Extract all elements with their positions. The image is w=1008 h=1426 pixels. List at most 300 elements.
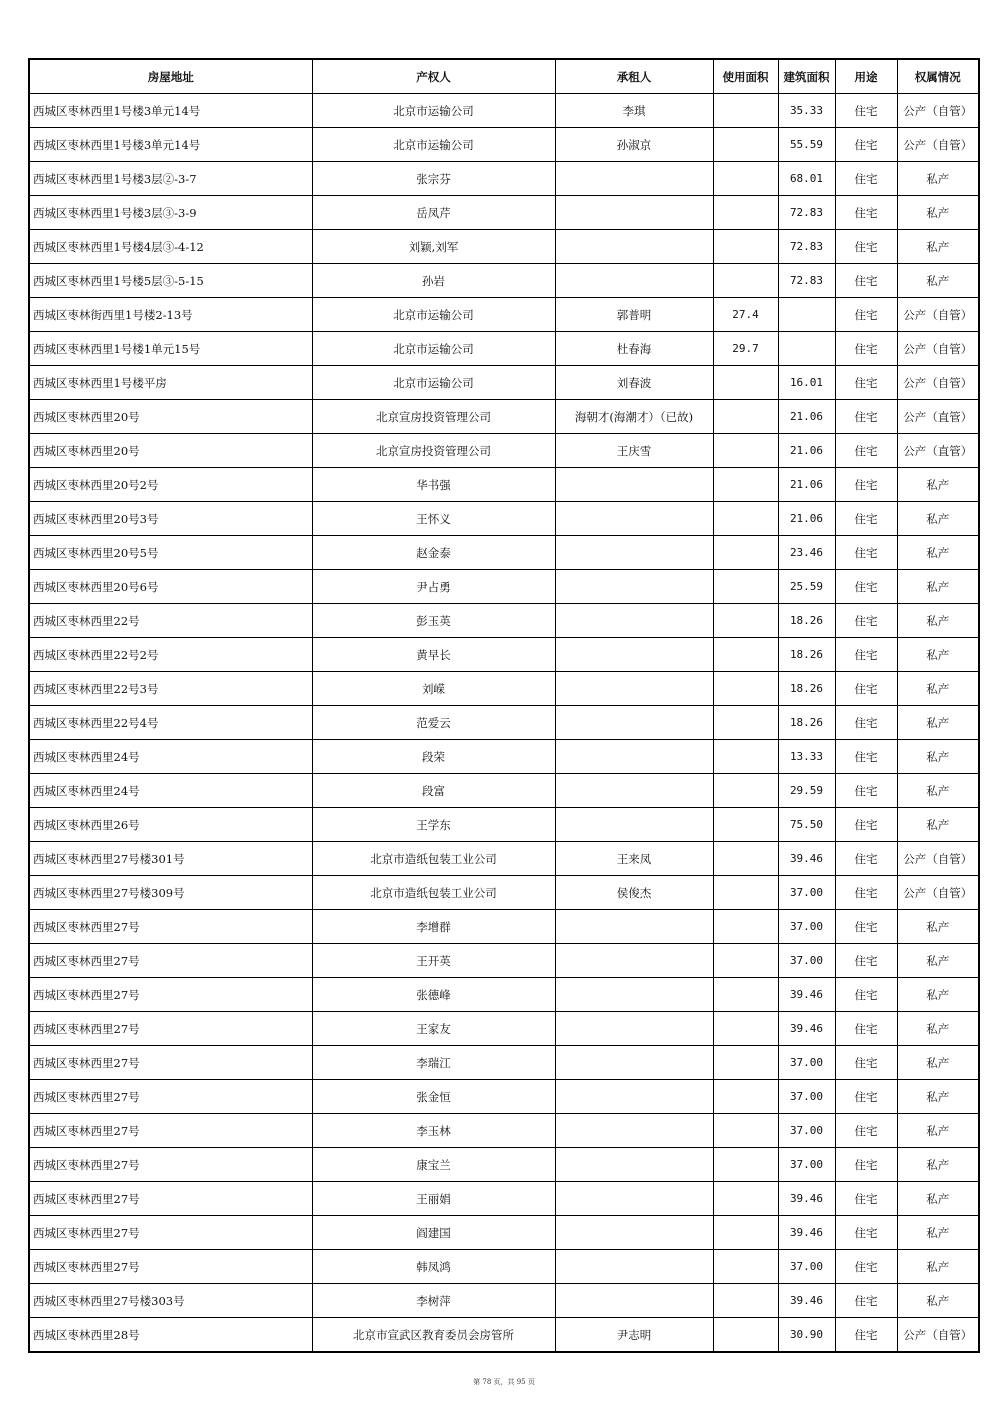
cell-ownership: 私产 (897, 808, 979, 842)
cell-owner: 王开英 (312, 944, 555, 978)
cell-usable-area (713, 672, 778, 706)
cell-usage: 住宅 (835, 298, 897, 332)
cell-ownership: 私产 (897, 672, 979, 706)
cell-usage: 住宅 (835, 1080, 897, 1114)
cell-ownership: 私产 (897, 604, 979, 638)
cell-ownership: 私产 (897, 1250, 979, 1284)
cell-building-area: 37.00 (778, 1114, 835, 1148)
cell-owner: 北京市运输公司 (312, 128, 555, 162)
table-row (29, 332, 979, 366)
cell-building-area: 29.59 (778, 774, 835, 808)
cell-ownership: 公产（自管） (897, 1318, 979, 1353)
cell-address: 西城区枣林西里20号6号 (29, 570, 312, 604)
cell-tenant (555, 1114, 713, 1148)
cell-tenant: 海朝才(海潮才）（已故) (555, 400, 713, 434)
cell-owner: 北京市造纸包装工业公司 (312, 842, 555, 876)
cell-usage: 住宅 (835, 706, 897, 740)
cell-building-area: 21.06 (778, 400, 835, 434)
cell-usable-area (713, 128, 778, 162)
cell-owner: 王丽娟 (312, 1182, 555, 1216)
cell-usage: 住宅 (835, 808, 897, 842)
cell-building-area: 37.00 (778, 1080, 835, 1114)
cell-address: 西城区枣林西里27号 (29, 1182, 312, 1216)
cell-building-area: 37.00 (778, 944, 835, 978)
cell-ownership: 私产 (897, 230, 979, 264)
cell-owner: 康宝兰 (312, 1148, 555, 1182)
cell-address: 西城区枣林西里24号 (29, 740, 312, 774)
cell-address: 西城区枣林西里27号 (29, 944, 312, 978)
table-row (29, 876, 979, 910)
cell-tenant (555, 230, 713, 264)
cell-building-area: 18.26 (778, 672, 835, 706)
cell-ownership: 私产 (897, 162, 979, 196)
cell-building-area: 37.00 (778, 910, 835, 944)
cell-ownership: 私产 (897, 536, 979, 570)
cell-address: 西城区枣林西里22号 (29, 604, 312, 638)
cell-usage: 住宅 (835, 434, 897, 468)
cell-address: 西城区枣林西里20号 (29, 434, 312, 468)
cell-usage: 住宅 (835, 1148, 897, 1182)
cell-address: 西城区枣林西里22号4号 (29, 706, 312, 740)
cell-usable-area (713, 910, 778, 944)
cell-usage: 住宅 (835, 1250, 897, 1284)
cell-owner: 华书强 (312, 468, 555, 502)
cell-building-area: 16.01 (778, 366, 835, 400)
cell-tenant (555, 774, 713, 808)
cell-usage: 住宅 (835, 570, 897, 604)
cell-usage: 住宅 (835, 196, 897, 230)
cell-tenant: 杜春海 (555, 332, 713, 366)
cell-building-area: 39.46 (778, 1284, 835, 1318)
cell-tenant (555, 468, 713, 502)
cell-ownership: 私产 (897, 1182, 979, 1216)
cell-owner: 王学东 (312, 808, 555, 842)
cell-building-area: 35.33 (778, 94, 835, 128)
cell-tenant (555, 808, 713, 842)
cell-building-area: 37.00 (778, 876, 835, 910)
table-row (29, 808, 979, 842)
cell-building-area: 72.83 (778, 196, 835, 230)
cell-ownership: 公产（直管） (897, 400, 979, 434)
table-row (29, 638, 979, 672)
cell-tenant (555, 1216, 713, 1250)
cell-usage: 住宅 (835, 672, 897, 706)
cell-usable-area (713, 94, 778, 128)
cell-address: 西城区枣林西里27号 (29, 1012, 312, 1046)
cell-tenant (555, 1250, 713, 1284)
cell-ownership: 公产（自管） (897, 876, 979, 910)
cell-owner: 段富 (312, 774, 555, 808)
cell-usable-area (713, 740, 778, 774)
cell-building-area: 37.00 (778, 1148, 835, 1182)
cell-address: 西城区枣林西里27号 (29, 978, 312, 1012)
cell-ownership: 私产 (897, 1148, 979, 1182)
cell-ownership: 私产 (897, 638, 979, 672)
table-row (29, 978, 979, 1012)
cell-usable-area (713, 706, 778, 740)
cell-building-area: 39.46 (778, 1216, 835, 1250)
cell-address: 西城区枣林西里27号 (29, 1046, 312, 1080)
cell-tenant (555, 1080, 713, 1114)
table-row (29, 468, 979, 502)
cell-address: 西城区枣林西里27号 (29, 1216, 312, 1250)
cell-tenant (555, 944, 713, 978)
cell-building-area: 72.83 (778, 230, 835, 264)
cell-building-area: 21.06 (778, 434, 835, 468)
cell-ownership: 公产（直管） (897, 434, 979, 468)
cell-tenant (555, 672, 713, 706)
table-row (29, 94, 979, 128)
cell-tenant: 郭普明 (555, 298, 713, 332)
table-row (29, 298, 979, 332)
cell-usable-area (713, 1250, 778, 1284)
cell-building-area: 75.50 (778, 808, 835, 842)
cell-building-area: 21.06 (778, 502, 835, 536)
cell-usage: 住宅 (835, 1284, 897, 1318)
cell-ownership: 私产 (897, 978, 979, 1012)
cell-address: 西城区枣林西里27号楼309号 (29, 876, 312, 910)
cell-owner: 彭玉英 (312, 604, 555, 638)
cell-owner: 王怀义 (312, 502, 555, 536)
cell-owner: 刘嵘 (312, 672, 555, 706)
table-row (29, 366, 979, 400)
cell-building-area (778, 332, 835, 366)
header-ownership: 权属情况 (897, 59, 979, 94)
cell-tenant: 侯俊杰 (555, 876, 713, 910)
table-row (29, 910, 979, 944)
cell-usage: 住宅 (835, 230, 897, 264)
cell-building-area: 39.46 (778, 978, 835, 1012)
cell-usage: 住宅 (835, 910, 897, 944)
cell-usage: 住宅 (835, 536, 897, 570)
cell-tenant (555, 196, 713, 230)
table-row (29, 1080, 979, 1114)
cell-owner: 刘颖,刘军 (312, 230, 555, 264)
cell-usage: 住宅 (835, 1318, 897, 1353)
cell-ownership: 公产（自管） (897, 332, 979, 366)
cell-building-area: 23.46 (778, 536, 835, 570)
cell-tenant (555, 638, 713, 672)
cell-ownership: 私产 (897, 706, 979, 740)
cell-building-area: 39.46 (778, 842, 835, 876)
cell-usable-area: 27.4 (713, 298, 778, 332)
cell-building-area: 37.00 (778, 1250, 835, 1284)
cell-owner: 北京宣房投资管理公司 (312, 400, 555, 434)
table-row (29, 774, 979, 808)
cell-usable-area (713, 774, 778, 808)
cell-usable-area (713, 638, 778, 672)
cell-usable-area (713, 808, 778, 842)
table-row (29, 1148, 979, 1182)
cell-owner: 张德峰 (312, 978, 555, 1012)
cell-ownership: 私产 (897, 910, 979, 944)
cell-usable-area (713, 468, 778, 502)
cell-ownership: 私产 (897, 774, 979, 808)
cell-building-area: 37.00 (778, 1046, 835, 1080)
cell-address: 西城区枣林西里20号2号 (29, 468, 312, 502)
table-row (29, 1046, 979, 1080)
cell-usage: 住宅 (835, 502, 897, 536)
cell-owner: 北京市造纸包装工业公司 (312, 876, 555, 910)
cell-address: 西城区枣林西里26号 (29, 808, 312, 842)
cell-usage: 住宅 (835, 1012, 897, 1046)
table-row (29, 740, 979, 774)
cell-owner: 北京市运输公司 (312, 366, 555, 400)
cell-building-area: 39.46 (778, 1012, 835, 1046)
table-row (29, 1284, 979, 1318)
cell-usage: 住宅 (835, 944, 897, 978)
cell-owner: 尹占勇 (312, 570, 555, 604)
table-row (29, 400, 979, 434)
cell-usage: 住宅 (835, 332, 897, 366)
cell-address: 西城区枣林街西里1号楼2-13号 (29, 298, 312, 332)
cell-ownership: 私产 (897, 1046, 979, 1080)
cell-address: 西城区枣林西里1号楼平房 (29, 366, 312, 400)
cell-address: 西城区枣林西里20号5号 (29, 536, 312, 570)
cell-usage: 住宅 (835, 1182, 897, 1216)
cell-usable-area (713, 536, 778, 570)
cell-owner: 张金恒 (312, 1080, 555, 1114)
cell-ownership: 公产（自管） (897, 128, 979, 162)
cell-ownership: 公产（自管） (897, 842, 979, 876)
cell-building-area (778, 298, 835, 332)
table-row (29, 162, 979, 196)
table-row (29, 196, 979, 230)
cell-tenant: 孙淑京 (555, 128, 713, 162)
cell-tenant (555, 502, 713, 536)
cell-usable-area (713, 1318, 778, 1353)
cell-usable-area (713, 1284, 778, 1318)
cell-ownership: 私产 (897, 1114, 979, 1148)
cell-usage: 住宅 (835, 1216, 897, 1250)
cell-usable-area (713, 366, 778, 400)
header-usage: 用途 (835, 59, 897, 94)
cell-usage: 住宅 (835, 162, 897, 196)
cell-address: 西城区枣林西里27号楼301号 (29, 842, 312, 876)
cell-usable-area (713, 944, 778, 978)
table-row (29, 1012, 979, 1046)
table-row (29, 1216, 979, 1250)
cell-address: 西城区枣林西里20号 (29, 400, 312, 434)
cell-usage: 住宅 (835, 128, 897, 162)
cell-usage: 住宅 (835, 638, 897, 672)
header-tenant: 承租人 (555, 59, 713, 94)
table-row (29, 1182, 979, 1216)
cell-address: 西城区枣林西里27号 (29, 1250, 312, 1284)
cell-usable-area (713, 1046, 778, 1080)
cell-usage: 住宅 (835, 842, 897, 876)
cell-owner: 北京市运输公司 (312, 332, 555, 366)
cell-usable-area (713, 264, 778, 298)
cell-usable-area (713, 842, 778, 876)
cell-building-area: 18.26 (778, 706, 835, 740)
cell-owner: 李瑞江 (312, 1046, 555, 1080)
cell-tenant (555, 740, 713, 774)
cell-usable-area (713, 434, 778, 468)
cell-ownership: 私产 (897, 468, 979, 502)
cell-owner: 北京市运输公司 (312, 298, 555, 332)
cell-building-area: 21.06 (778, 468, 835, 502)
table-row (29, 672, 979, 706)
cell-ownership: 公产（自管） (897, 366, 979, 400)
header-row (29, 59, 979, 94)
cell-usage: 住宅 (835, 1046, 897, 1080)
cell-usable-area (713, 1216, 778, 1250)
cell-tenant (555, 1182, 713, 1216)
cell-tenant (555, 162, 713, 196)
cell-tenant (555, 1284, 713, 1318)
cell-ownership: 私产 (897, 740, 979, 774)
header-usable-area: 使用面积 (713, 59, 778, 94)
cell-usable-area (713, 230, 778, 264)
cell-address: 西城区枣林西里22号2号 (29, 638, 312, 672)
cell-tenant: 李琪 (555, 94, 713, 128)
header-address: 房屋地址 (29, 59, 312, 94)
cell-usage: 住宅 (835, 94, 897, 128)
cell-tenant (555, 570, 713, 604)
cell-usable-area: 29.7 (713, 332, 778, 366)
cell-address: 西城区枣林西里27号 (29, 1148, 312, 1182)
cell-usable-area (713, 400, 778, 434)
cell-owner: 北京市运输公司 (312, 94, 555, 128)
cell-usable-area (713, 978, 778, 1012)
cell-building-area: 18.26 (778, 604, 835, 638)
property-table (28, 58, 980, 1353)
cell-tenant (555, 604, 713, 638)
table-row (29, 570, 979, 604)
cell-owner: 北京市宣武区教育委员会房管所 (312, 1318, 555, 1353)
cell-building-area: 39.46 (778, 1182, 835, 1216)
cell-building-area: 72.83 (778, 264, 835, 298)
cell-address: 西城区枣林西里28号 (29, 1318, 312, 1353)
cell-usage: 住宅 (835, 740, 897, 774)
cell-building-area: 18.26 (778, 638, 835, 672)
table-row (29, 502, 979, 536)
cell-ownership: 私产 (897, 944, 979, 978)
cell-address: 西城区枣林西里27号 (29, 1114, 312, 1148)
cell-tenant (555, 978, 713, 1012)
cell-usable-area (713, 1148, 778, 1182)
cell-ownership: 私产 (897, 1012, 979, 1046)
cell-tenant (555, 1046, 713, 1080)
cell-usable-area (713, 1012, 778, 1046)
cell-owner: 李树萍 (312, 1284, 555, 1318)
cell-building-area: 25.59 (778, 570, 835, 604)
cell-ownership: 私产 (897, 196, 979, 230)
cell-ownership: 公产（自管） (897, 298, 979, 332)
cell-owner: 王家友 (312, 1012, 555, 1046)
cell-usage: 住宅 (835, 774, 897, 808)
cell-owner: 北京宣房投资管理公司 (312, 434, 555, 468)
cell-address: 西城区枣林西里20号3号 (29, 502, 312, 536)
cell-tenant (555, 536, 713, 570)
cell-ownership: 私产 (897, 502, 979, 536)
cell-owner: 张宗芬 (312, 162, 555, 196)
table-row (29, 536, 979, 570)
table-row (29, 944, 979, 978)
cell-owner: 李玉林 (312, 1114, 555, 1148)
cell-usable-area (713, 196, 778, 230)
table-row (29, 264, 979, 298)
cell-owner: 范爱云 (312, 706, 555, 740)
cell-owner: 李增群 (312, 910, 555, 944)
table-row (29, 1114, 979, 1148)
table-row (29, 230, 979, 264)
cell-tenant (555, 264, 713, 298)
cell-tenant (555, 1012, 713, 1046)
cell-ownership: 私产 (897, 1080, 979, 1114)
cell-building-area: 55.59 (778, 128, 835, 162)
cell-address: 西城区枣林西里27号楼303号 (29, 1284, 312, 1318)
cell-ownership: 私产 (897, 1216, 979, 1250)
cell-usable-area (713, 1114, 778, 1148)
cell-address: 西城区枣林西里1号楼5层③-5-15 (29, 264, 312, 298)
cell-usage: 住宅 (835, 400, 897, 434)
cell-ownership: 公产（自管） (897, 94, 979, 128)
cell-owner: 段荣 (312, 740, 555, 774)
table-row (29, 128, 979, 162)
cell-usable-area (713, 1182, 778, 1216)
cell-tenant: 刘春波 (555, 366, 713, 400)
cell-usage: 住宅 (835, 1114, 897, 1148)
cell-usage: 住宅 (835, 468, 897, 502)
table-row (29, 842, 979, 876)
cell-building-area: 13.33 (778, 740, 835, 774)
cell-usable-area (713, 604, 778, 638)
cell-address: 西城区枣林西里1号楼3单元14号 (29, 128, 312, 162)
cell-owner: 赵金泰 (312, 536, 555, 570)
table-row (29, 1250, 979, 1284)
cell-building-area: 68.01 (778, 162, 835, 196)
cell-usage: 住宅 (835, 876, 897, 910)
cell-usage: 住宅 (835, 978, 897, 1012)
cell-usage: 住宅 (835, 604, 897, 638)
cell-address: 西城区枣林西里22号3号 (29, 672, 312, 706)
cell-usable-area (713, 502, 778, 536)
cell-owner: 岳凤芹 (312, 196, 555, 230)
cell-ownership: 私产 (897, 264, 979, 298)
cell-owner: 孙岩 (312, 264, 555, 298)
cell-owner: 韩凤鸿 (312, 1250, 555, 1284)
cell-address: 西城区枣林西里27号 (29, 910, 312, 944)
cell-usable-area (713, 1080, 778, 1114)
cell-building-area: 30.90 (778, 1318, 835, 1353)
cell-tenant (555, 910, 713, 944)
cell-address: 西城区枣林西里1号楼3层②-3-7 (29, 162, 312, 196)
header-building-area: 建筑面积 (778, 59, 835, 94)
page-footer: 第 78 页，共 95 页 (473, 1378, 535, 1386)
table-row (29, 434, 979, 468)
cell-usage: 住宅 (835, 264, 897, 298)
cell-tenant (555, 1148, 713, 1182)
cell-owner: 阎建国 (312, 1216, 555, 1250)
cell-usage: 住宅 (835, 366, 897, 400)
cell-tenant: 王来凤 (555, 842, 713, 876)
cell-address: 西城区枣林西里27号 (29, 1080, 312, 1114)
cell-ownership: 私产 (897, 1284, 979, 1318)
cell-ownership: 私产 (897, 570, 979, 604)
table-row (29, 706, 979, 740)
cell-tenant: 尹志明 (555, 1318, 713, 1353)
table-body (29, 94, 979, 1353)
cell-address: 西城区枣林西里24号 (29, 774, 312, 808)
cell-tenant (555, 706, 713, 740)
cell-usable-area (713, 570, 778, 604)
table-row (29, 1318, 979, 1353)
cell-address: 西城区枣林西里1号楼1单元15号 (29, 332, 312, 366)
cell-address: 西城区枣林西里1号楼3单元14号 (29, 94, 312, 128)
cell-owner: 黄早长 (312, 638, 555, 672)
